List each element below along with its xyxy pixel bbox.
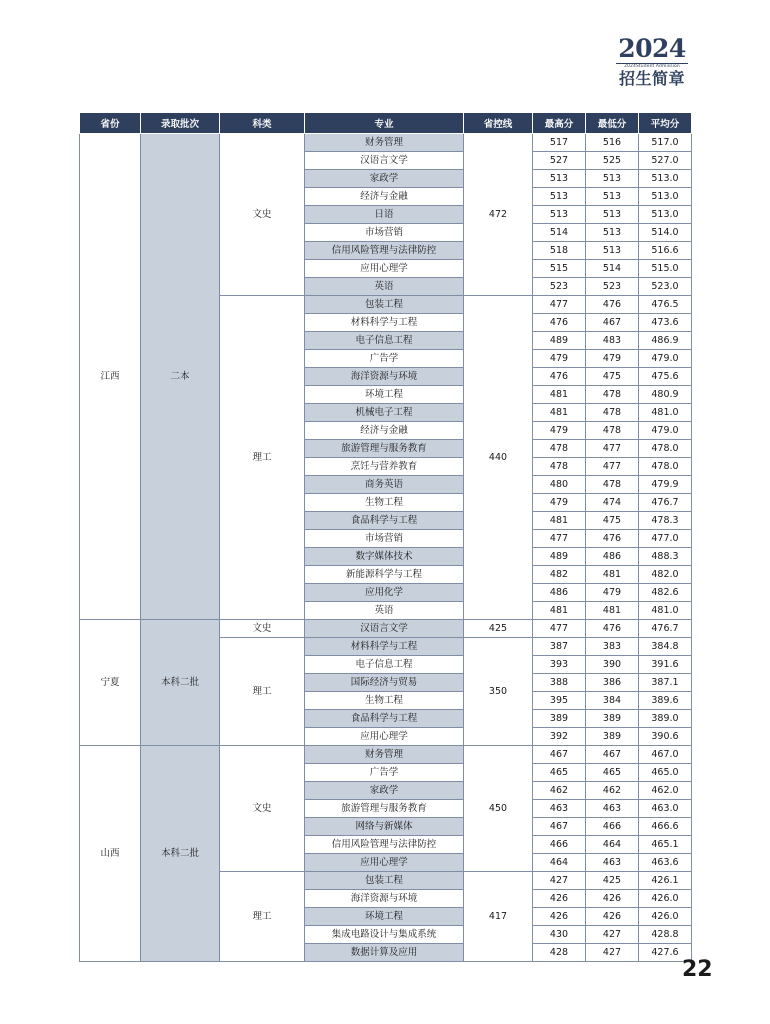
major-cell: 数字媒体技术 <box>305 548 464 566</box>
max-score-cell: 464 <box>533 854 586 872</box>
major-cell: 应用心理学 <box>305 854 464 872</box>
max-score-cell: 430 <box>533 926 586 944</box>
max-score-cell: 481 <box>533 512 586 530</box>
min-score-cell: 389 <box>586 710 639 728</box>
header-avg-score: 平均分 <box>639 113 692 134</box>
max-score-cell: 479 <box>533 350 586 368</box>
major-cell: 财务管理 <box>305 746 464 764</box>
avg-score-cell: 517.0 <box>639 134 692 152</box>
avg-score-cell: 466.6 <box>639 818 692 836</box>
max-score-cell: 477 <box>533 620 586 638</box>
avg-score-cell: 479.9 <box>639 476 692 494</box>
max-score-cell: 478 <box>533 440 586 458</box>
province-cell: 山西 <box>80 746 141 962</box>
avg-score-cell: 523.0 <box>639 278 692 296</box>
min-score-cell: 479 <box>586 584 639 602</box>
min-score-cell: 481 <box>586 602 639 620</box>
table-header-row <box>80 113 692 134</box>
max-score-cell: 513 <box>533 206 586 224</box>
major-cell: 网络与新媒体 <box>305 818 464 836</box>
batch-cell: 二本 <box>141 134 220 620</box>
major-cell: 应用化学 <box>305 584 464 602</box>
avg-score-cell: 426.0 <box>639 890 692 908</box>
max-score-cell: 489 <box>533 548 586 566</box>
avg-score-cell: 389.0 <box>639 710 692 728</box>
min-score-cell: 467 <box>586 746 639 764</box>
major-cell: 财务管理 <box>305 134 464 152</box>
avg-score-cell: 465.1 <box>639 836 692 854</box>
avg-score-cell: 482.0 <box>639 566 692 584</box>
major-cell: 经济与金融 <box>305 188 464 206</box>
major-cell: 应用心理学 <box>305 260 464 278</box>
province-cell: 江西 <box>80 134 141 620</box>
control-line-cell: 472 <box>464 134 533 296</box>
max-score-cell: 514 <box>533 224 586 242</box>
major-cell: 数据计算及应用 <box>305 944 464 962</box>
header-category: 科类 <box>220 113 305 134</box>
max-score-cell: 523 <box>533 278 586 296</box>
min-score-cell: 479 <box>586 350 639 368</box>
major-cell: 包装工程 <box>305 296 464 314</box>
min-score-cell: 474 <box>586 494 639 512</box>
avg-score-cell: 391.6 <box>639 656 692 674</box>
major-cell: 市场营销 <box>305 530 464 548</box>
avg-score-cell: 515.0 <box>639 260 692 278</box>
min-score-cell: 475 <box>586 368 639 386</box>
control-line-cell: 417 <box>464 872 533 962</box>
max-score-cell: 428 <box>533 944 586 962</box>
avg-score-cell: 514.0 <box>639 224 692 242</box>
min-score-cell: 478 <box>586 404 639 422</box>
max-score-cell: 465 <box>533 764 586 782</box>
avg-score-cell: 387.1 <box>639 674 692 692</box>
max-score-cell: 467 <box>533 818 586 836</box>
admission-score-table <box>79 113 692 962</box>
control-line-cell: 440 <box>464 296 533 620</box>
max-score-cell: 481 <box>533 386 586 404</box>
avg-score-cell: 463.0 <box>639 800 692 818</box>
category-cell: 文史 <box>220 134 305 296</box>
max-score-cell: 480 <box>533 476 586 494</box>
major-cell: 国际经济与贸易 <box>305 674 464 692</box>
avg-score-cell: 473.6 <box>639 314 692 332</box>
max-score-cell: 477 <box>533 530 586 548</box>
major-cell: 生物工程 <box>305 494 464 512</box>
max-score-cell: 462 <box>533 782 586 800</box>
major-cell: 家政学 <box>305 782 464 800</box>
min-score-cell: 477 <box>586 458 639 476</box>
min-score-cell: 476 <box>586 296 639 314</box>
min-score-cell: 483 <box>586 332 639 350</box>
avg-score-cell: 462.0 <box>639 782 692 800</box>
avg-score-cell: 513.0 <box>639 188 692 206</box>
major-cell: 新能源科学与工程 <box>305 566 464 584</box>
min-score-cell: 478 <box>586 422 639 440</box>
min-score-cell: 463 <box>586 854 639 872</box>
avg-score-cell: 488.3 <box>639 548 692 566</box>
max-score-cell: 513 <box>533 170 586 188</box>
header-max-score: 最高分 <box>533 113 586 134</box>
avg-score-cell: 476.5 <box>639 296 692 314</box>
min-score-cell: 464 <box>586 836 639 854</box>
max-score-cell: 527 <box>533 152 586 170</box>
major-cell: 家政学 <box>305 170 464 188</box>
batch-cell: 本科二批 <box>141 620 220 746</box>
header-province: 省份 <box>80 113 141 134</box>
avg-score-cell: 486.9 <box>639 332 692 350</box>
category-cell: 文史 <box>220 746 305 872</box>
min-score-cell: 390 <box>586 656 639 674</box>
avg-score-cell: 390.6 <box>639 728 692 746</box>
avg-score-cell: 479.0 <box>639 350 692 368</box>
max-score-cell: 479 <box>533 494 586 512</box>
header-min-score: 最低分 <box>586 113 639 134</box>
avg-score-cell: 513.0 <box>639 206 692 224</box>
avg-score-cell: 479.0 <box>639 422 692 440</box>
avg-score-cell: 426.0 <box>639 908 692 926</box>
avg-score-cell: 384.8 <box>639 638 692 656</box>
max-score-cell: 518 <box>533 242 586 260</box>
min-score-cell: 514 <box>586 260 639 278</box>
avg-score-cell: 513.0 <box>639 170 692 188</box>
max-score-cell: 426 <box>533 908 586 926</box>
major-cell: 材料科学与工程 <box>305 314 464 332</box>
logo-year: 2024 <box>618 34 686 63</box>
min-score-cell: 525 <box>586 152 639 170</box>
major-cell: 海洋资源与环境 <box>305 368 464 386</box>
major-cell: 日语 <box>305 206 464 224</box>
major-cell: 食品科学与工程 <box>305 512 464 530</box>
major-cell: 英语 <box>305 602 464 620</box>
min-score-cell: 513 <box>586 224 639 242</box>
major-cell: 电子信息工程 <box>305 332 464 350</box>
header-major: 专业 <box>305 113 464 134</box>
major-cell: 生物工程 <box>305 692 464 710</box>
max-score-cell: 481 <box>533 404 586 422</box>
major-cell: 英语 <box>305 278 464 296</box>
min-score-cell: 476 <box>586 530 639 548</box>
avg-score-cell: 478.0 <box>639 458 692 476</box>
major-cell: 信用风险管理与法律防控 <box>305 242 464 260</box>
table-row <box>80 134 692 152</box>
max-score-cell: 466 <box>533 836 586 854</box>
table-row <box>80 746 692 764</box>
max-score-cell: 482 <box>533 566 586 584</box>
min-score-cell: 523 <box>586 278 639 296</box>
min-score-cell: 426 <box>586 908 639 926</box>
brochure-logo <box>614 36 690 88</box>
batch-cell: 本科二批 <box>141 746 220 962</box>
category-cell: 理工 <box>220 638 305 746</box>
major-cell: 食品科学与工程 <box>305 710 464 728</box>
category-cell: 文史 <box>220 620 305 638</box>
major-cell: 海洋资源与环境 <box>305 890 464 908</box>
max-score-cell: 387 <box>533 638 586 656</box>
min-score-cell: 486 <box>586 548 639 566</box>
min-score-cell: 478 <box>586 476 639 494</box>
control-line-cell: 425 <box>464 620 533 638</box>
major-cell: 集成电路设计与集成系统 <box>305 926 464 944</box>
min-score-cell: 481 <box>586 566 639 584</box>
avg-score-cell: 480.9 <box>639 386 692 404</box>
min-score-cell: 516 <box>586 134 639 152</box>
min-score-cell: 478 <box>586 386 639 404</box>
major-cell: 机械电子工程 <box>305 404 464 422</box>
major-cell: 经济与金融 <box>305 422 464 440</box>
max-score-cell: 393 <box>533 656 586 674</box>
min-score-cell: 513 <box>586 206 639 224</box>
avg-score-cell: 427.6 <box>639 944 692 962</box>
major-cell: 汉语言文学 <box>305 152 464 170</box>
avg-score-cell: 467.0 <box>639 746 692 764</box>
avg-score-cell: 527.0 <box>639 152 692 170</box>
max-score-cell: 426 <box>533 890 586 908</box>
max-score-cell: 388 <box>533 674 586 692</box>
max-score-cell: 517 <box>533 134 586 152</box>
major-cell: 旅游管理与服务教育 <box>305 800 464 818</box>
min-score-cell: 513 <box>586 170 639 188</box>
min-score-cell: 386 <box>586 674 639 692</box>
major-cell: 旅游管理与服务教育 <box>305 440 464 458</box>
table-row <box>80 620 692 638</box>
major-cell: 包装工程 <box>305 872 464 890</box>
min-score-cell: 384 <box>586 692 639 710</box>
major-cell: 电子信息工程 <box>305 656 464 674</box>
min-score-cell: 425 <box>586 872 639 890</box>
min-score-cell: 389 <box>586 728 639 746</box>
avg-score-cell: 428.8 <box>639 926 692 944</box>
max-score-cell: 389 <box>533 710 586 728</box>
avg-score-cell: 481.0 <box>639 404 692 422</box>
major-cell: 广告学 <box>305 764 464 782</box>
avg-score-cell: 477.0 <box>639 530 692 548</box>
avg-score-cell: 426.1 <box>639 872 692 890</box>
avg-score-cell: 475.6 <box>639 368 692 386</box>
avg-score-cell: 478.3 <box>639 512 692 530</box>
avg-score-cell: 482.6 <box>639 584 692 602</box>
major-cell: 信用风险管理与法律防控 <box>305 836 464 854</box>
min-score-cell: 467 <box>586 314 639 332</box>
max-score-cell: 395 <box>533 692 586 710</box>
min-score-cell: 475 <box>586 512 639 530</box>
min-score-cell: 427 <box>586 926 639 944</box>
logo-title: 招生简章 <box>618 69 685 88</box>
min-score-cell: 465 <box>586 764 639 782</box>
max-score-cell: 515 <box>533 260 586 278</box>
province-cell: 宁夏 <box>80 620 141 746</box>
max-score-cell: 479 <box>533 422 586 440</box>
major-cell: 市场营销 <box>305 224 464 242</box>
min-score-cell: 513 <box>586 188 639 206</box>
avg-score-cell: 476.7 <box>639 494 692 512</box>
max-score-cell: 489 <box>533 332 586 350</box>
min-score-cell: 463 <box>586 800 639 818</box>
major-cell: 环境工程 <box>305 386 464 404</box>
max-score-cell: 478 <box>533 458 586 476</box>
min-score-cell: 383 <box>586 638 639 656</box>
avg-score-cell: 389.6 <box>639 692 692 710</box>
max-score-cell: 477 <box>533 296 586 314</box>
max-score-cell: 513 <box>533 188 586 206</box>
major-cell: 广告学 <box>305 350 464 368</box>
max-score-cell: 486 <box>533 584 586 602</box>
avg-score-cell: 516.6 <box>639 242 692 260</box>
min-score-cell: 513 <box>586 242 639 260</box>
min-score-cell: 426 <box>586 890 639 908</box>
category-cell: 理工 <box>220 872 305 962</box>
avg-score-cell: 481.0 <box>639 602 692 620</box>
max-score-cell: 427 <box>533 872 586 890</box>
avg-score-cell: 478.0 <box>639 440 692 458</box>
category-cell: 理工 <box>220 296 305 620</box>
control-line-cell: 450 <box>464 746 533 872</box>
major-cell: 烹饪与营养教育 <box>305 458 464 476</box>
avg-score-cell: 476.7 <box>639 620 692 638</box>
major-cell: 商务英语 <box>305 476 464 494</box>
max-score-cell: 467 <box>533 746 586 764</box>
avg-score-cell: 463.6 <box>639 854 692 872</box>
max-score-cell: 392 <box>533 728 586 746</box>
max-score-cell: 463 <box>533 800 586 818</box>
control-line-cell: 350 <box>464 638 533 746</box>
max-score-cell: 476 <box>533 314 586 332</box>
logo-subtitle: 2024Student Admission <box>624 64 680 69</box>
major-cell: 应用心理学 <box>305 728 464 746</box>
major-cell: 材料科学与工程 <box>305 638 464 656</box>
max-score-cell: 476 <box>533 368 586 386</box>
major-cell: 汉语言文学 <box>305 620 464 638</box>
header-control-line: 省控线 <box>464 113 533 134</box>
avg-score-cell: 465.0 <box>639 764 692 782</box>
header-batch: 录取批次 <box>141 113 220 134</box>
major-cell: 环境工程 <box>305 908 464 926</box>
min-score-cell: 477 <box>586 440 639 458</box>
page-number: 22 <box>682 957 713 982</box>
min-score-cell: 427 <box>586 944 639 962</box>
max-score-cell: 481 <box>533 602 586 620</box>
min-score-cell: 462 <box>586 782 639 800</box>
min-score-cell: 476 <box>586 620 639 638</box>
min-score-cell: 466 <box>586 818 639 836</box>
